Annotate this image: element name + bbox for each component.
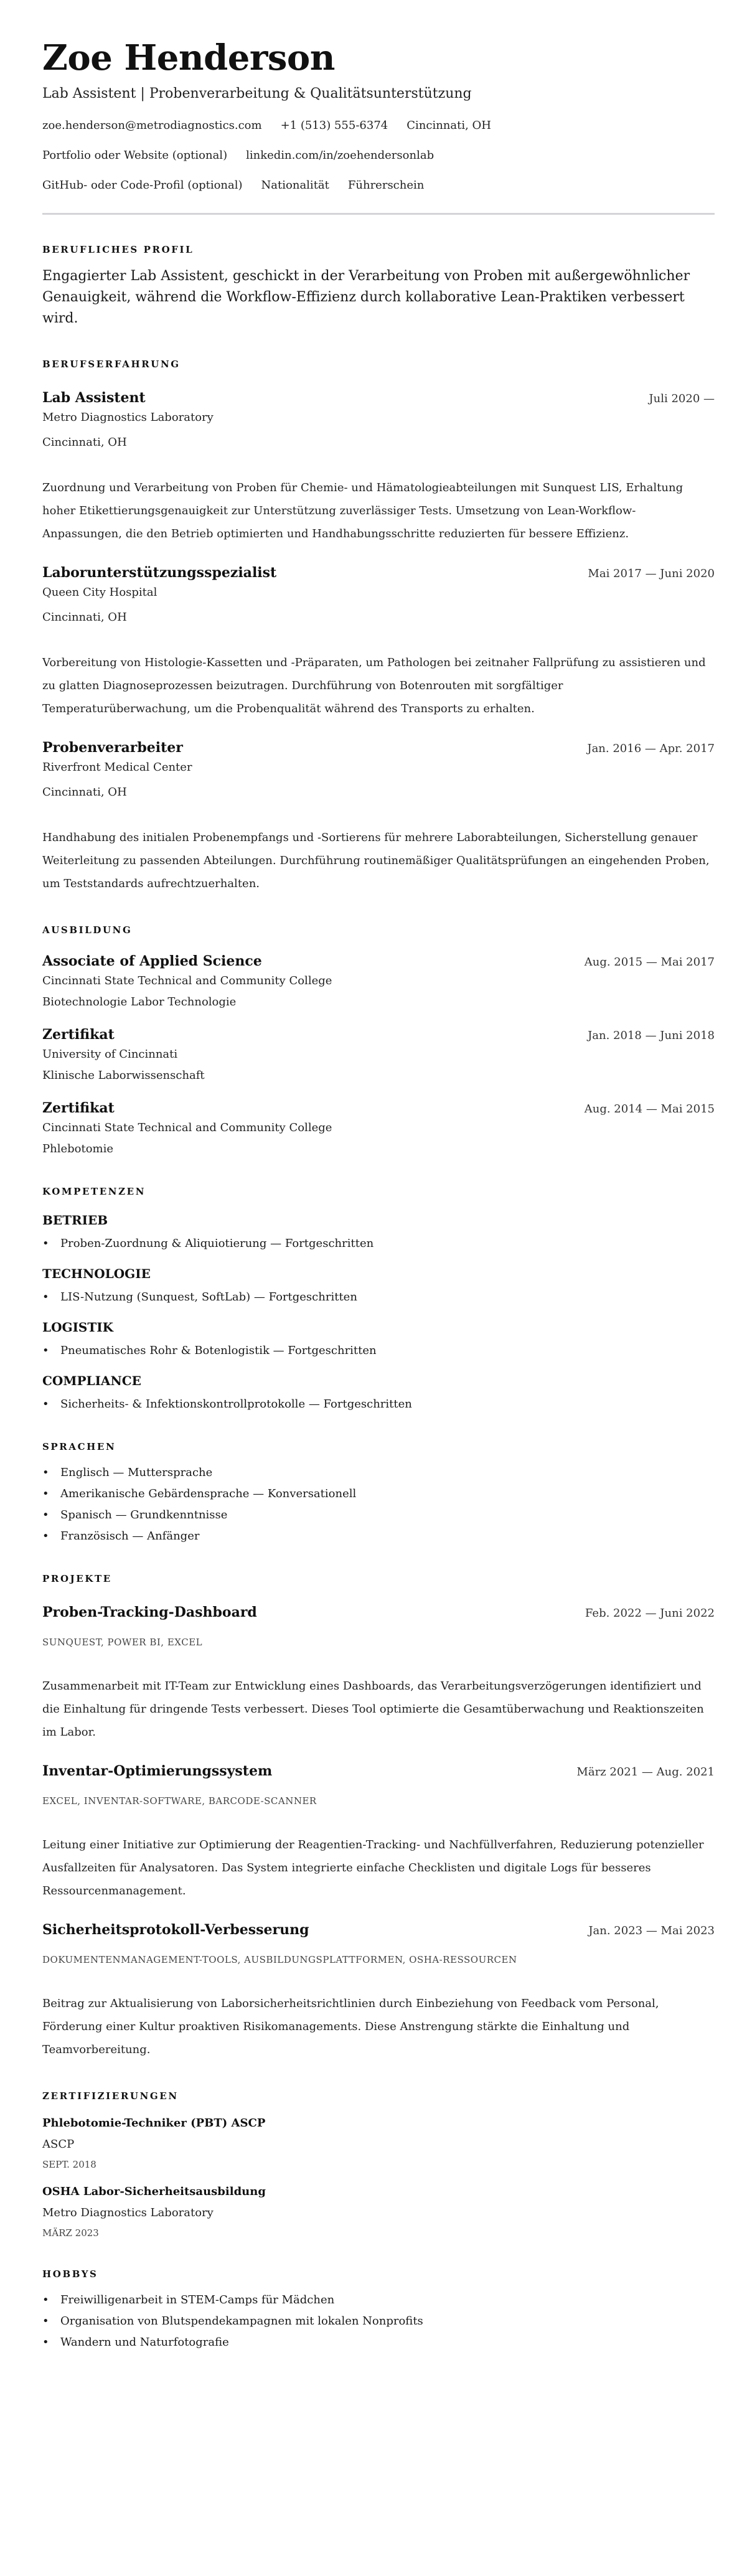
skill-list bbox=[42, 1290, 715, 1305]
skill-category: COMPLIANCE bbox=[42, 1373, 141, 1388]
skill-list bbox=[42, 1397, 715, 1412]
skill-category: TECHNOLOGIE bbox=[42, 1266, 151, 1281]
job-title: Lab Assistent bbox=[42, 390, 146, 406]
experience-entry bbox=[42, 389, 715, 545]
contact-email[interactable]: zoe.henderson@metrodiagnostics.com bbox=[42, 119, 262, 132]
skill-item: • Proben-Zuordnung & Aliquiotierung — Fortgeschritten bbox=[60, 1236, 715, 1251]
section-profile bbox=[42, 243, 715, 329]
hobby-item: • Freiwilligenarbeit in STEM-Camps für Mädchen bbox=[60, 2293, 715, 2308]
skill-item: • Pneumatisches Rohr & Botenlogistik — Fortgeschritten bbox=[60, 1343, 715, 1358]
project-date: März 2021 — Aug. 2021 bbox=[576, 1765, 715, 1779]
language-item: • Spanisch — Grundkenntnisse bbox=[60, 1508, 715, 1523]
language-item: • Amerikanische Gebärdensprache — Konversationell bbox=[60, 1487, 715, 1502]
project-entry bbox=[42, 1921, 715, 2061]
profile-summary: Engagierter Lab Assistent, geschickt in der Verarbeitung von Proben mit außergewöhnlicher Genauigkeit, während die Workflow-Effizienz durch kollaborative Lean-Praktiken verbessert wird. bbox=[42, 268, 690, 326]
skill-list bbox=[42, 1236, 715, 1251]
school-name: University of Cincinnati bbox=[42, 1048, 178, 1061]
contact-row-3 bbox=[42, 178, 715, 193]
section-label-certifications: ZERTIFIZIERUNGEN bbox=[42, 2090, 179, 2102]
degree-date: Aug. 2015 — Mai 2017 bbox=[584, 956, 715, 969]
language-list bbox=[42, 1465, 715, 1544]
cert-issuer: ASCP bbox=[42, 2138, 75, 2151]
job-location: Cincinnati, OH bbox=[42, 611, 127, 624]
hobby-item: • Wandern und Naturfotografie bbox=[60, 2335, 715, 2350]
section-certifications bbox=[42, 2090, 715, 2239]
project-date: Jan. 2023 — Mai 2023 bbox=[588, 1924, 715, 1937]
contact-linkedin[interactable]: linkedin.com/in/zoehendersonlab bbox=[246, 149, 435, 162]
degree-title: Zertifikat bbox=[42, 1100, 115, 1116]
job-company: Queen City Hospital bbox=[42, 586, 157, 599]
cert-issuer: Metro Diagnostics Laboratory bbox=[42, 2206, 214, 2219]
job-location: Cincinnati, OH bbox=[42, 786, 127, 799]
section-label-skills: KOMPETENZEN bbox=[42, 1186, 146, 1197]
project-description: Leitung einer Initiative zur Optimierung der Reagentien-Tracking- und Nachfüllverfahren, Reduzierung potenzieller Ausfallzeiten für Analysatoren. Das System integrierte einfache Checklisten und digitale Logs für besseres Ressourcenmanagement. bbox=[42, 1838, 704, 1897]
section-experience bbox=[42, 358, 715, 895]
section-label-projects: PROJEKTE bbox=[42, 1573, 112, 1584]
section-label-languages: SPRACHEN bbox=[42, 1441, 116, 1452]
job-date: Juli 2020 — bbox=[649, 392, 715, 405]
job-location: Cincinnati, OH bbox=[42, 436, 127, 449]
cert-title: OSHA Labor-Sicherheitsausbildung bbox=[42, 2185, 266, 2198]
project-entry bbox=[42, 1762, 715, 1902]
language-item: • Englisch — Muttersprache bbox=[60, 1465, 715, 1480]
cert-date: SEPT. 2018 bbox=[42, 2159, 96, 2170]
job-title: Laborunterstützungsspezialist bbox=[42, 565, 277, 581]
project-description: Zusammenarbeit mit IT-Team zur Entwicklung eines Dashboards, das Verarbeitungsverzögerungen identifiziert und die Einhaltung für dringende Tests verbessert. Dieses Tool optimierte die Gesamtüberwachung und Reaktionszeiten im Labor. bbox=[42, 1680, 704, 1739]
job-company: Riverfront Medical Center bbox=[42, 761, 192, 774]
degree-title: Zertifikat bbox=[42, 1027, 115, 1043]
experience-entry bbox=[42, 564, 715, 720]
contact-portfolio[interactable]: Portfolio oder Website (optional) bbox=[42, 149, 228, 162]
contact-row-2 bbox=[42, 148, 715, 163]
job-description: Handhabung des initialen Probenempfangs und -Sortierens für mehrere Laborabteilungen, Sicherstellung genauer Weiterleitung zu passenden Abteilungen. Durchführung routinemäßiger Qualitätsprüfungen an eingehenden Proben, um Teststandards aufrechtzuerhalten. bbox=[42, 831, 710, 890]
job-date: Jan. 2016 — Apr. 2017 bbox=[587, 742, 715, 755]
degree-title: Associate of Applied Science bbox=[42, 953, 262, 969]
field-of-study: Biotechnologie Labor Technologie bbox=[42, 995, 237, 1008]
project-title: Sicherheitsprotokoll-Verbesserung bbox=[42, 1922, 309, 1938]
contact-location: Cincinnati, OH bbox=[406, 119, 491, 132]
education-entry bbox=[42, 952, 715, 1010]
certification-entry bbox=[42, 2184, 715, 2239]
hobby-list bbox=[42, 2293, 715, 2350]
section-projects bbox=[42, 1572, 715, 2061]
skill-category: BETRIEB bbox=[42, 1213, 108, 1228]
field-of-study: Klinische Laborwissenschaft bbox=[42, 1069, 205, 1082]
job-description: Vorbereitung von Histologie-Kassetten und -Präparaten, um Pathologen bei zeitnaher Fallprüfung zu assistieren und zu glatten Diagnoseprozessen beizutragen. Durchführung von Botenrouten mit sorgfältiger Temperaturüberwachung, um die Probenqualität während des Transports zu erhalten. bbox=[42, 656, 706, 715]
header-divider bbox=[42, 213, 715, 215]
candidate-headline: Lab Assistent | Probenverarbeitung & Qualitätsunterstützung bbox=[42, 86, 472, 101]
degree-date: Jan. 2018 — Juni 2018 bbox=[588, 1029, 715, 1042]
section-label-profile: BERUFLICHES PROFIL bbox=[42, 244, 194, 255]
cert-title: Phlebotomie-Techniker (PBT) ASCP bbox=[42, 2117, 266, 2130]
section-label-hobbies: HOBBYS bbox=[42, 2268, 98, 2280]
school-name: Cincinnati State Technical and Community College bbox=[42, 1121, 332, 1134]
section-languages bbox=[42, 1441, 715, 1544]
skill-item: • LIS-Nutzung (Sunquest, SoftLab) — Fortgeschritten bbox=[60, 1290, 715, 1305]
education-entry bbox=[42, 1026, 715, 1083]
project-description: Beitrag zur Aktualisierung von Laborsicherheitsrichtlinien durch Einbeziehung von Feedback vom Personal, Förderung einer Kultur proaktiven Risikomanagements. Diese Anstrengung stärkte die Einhaltung und Teamvorbereitung. bbox=[42, 1997, 659, 2056]
skill-list bbox=[42, 1343, 715, 1358]
contact-nationality: Nationalität bbox=[261, 179, 329, 192]
resume-header bbox=[42, 36, 715, 193]
section-label-education: AUSBILDUNG bbox=[42, 924, 133, 936]
school-name: Cincinnati State Technical and Community College bbox=[42, 974, 332, 987]
project-tech: DOKUMENTENMANAGEMENT-TOOLS, AUSBILDUNGSPLATTFORMEN, OSHA-RESSOURCEN bbox=[42, 1954, 517, 1965]
job-company: Metro Diagnostics Laboratory bbox=[42, 411, 214, 424]
cert-date: MÄRZ 2023 bbox=[42, 2227, 99, 2239]
project-title: Proben-Tracking-Dashboard bbox=[42, 1604, 257, 1620]
field-of-study: Phlebotomie bbox=[42, 1142, 114, 1155]
project-tech: SUNQUEST, POWER BI, EXCEL bbox=[42, 1637, 203, 1648]
contact-row-1 bbox=[42, 118, 715, 133]
section-label-experience: BERUFSERFAHRUNG bbox=[42, 359, 181, 370]
certification-entry bbox=[42, 2116, 715, 2171]
contact-phone[interactable]: +1 (513) 555-6374 bbox=[280, 119, 388, 132]
job-title: Probenverarbeiter bbox=[42, 740, 183, 756]
contact-github[interactable]: GitHub- oder Code-Profil (optional) bbox=[42, 179, 243, 192]
language-item: • Französisch — Anfänger bbox=[60, 1529, 715, 1544]
section-education bbox=[42, 924, 715, 1157]
project-entry bbox=[42, 1604, 715, 1744]
experience-entry bbox=[42, 739, 715, 895]
section-hobbies bbox=[42, 2268, 715, 2350]
degree-date: Aug. 2014 — Mai 2015 bbox=[584, 1102, 715, 1116]
project-date: Feb. 2022 — Juni 2022 bbox=[585, 1607, 715, 1620]
candidate-name: Zoe Henderson bbox=[42, 37, 335, 78]
contact-drivers-license: Führerschein bbox=[347, 179, 425, 192]
education-entry bbox=[42, 1099, 715, 1157]
project-title: Inventar-Optimierungssystem bbox=[42, 1763, 273, 1779]
hobby-item: • Organisation von Blutspendekampagnen mit lokalen Nonprofits bbox=[60, 2314, 715, 2329]
job-date: Mai 2017 — Juni 2020 bbox=[588, 567, 715, 580]
job-description: Zuordnung und Verarbeitung von Proben für Chemie- und Hämatologieabteilungen mit Sunquest LIS, Erhaltung hoher Etikettierungsgenauigkeit zur Unterstützung zuverlässiger Tests. Umsetzung von Lean-Workflow-Anpassungen, die den Betrieb optimierten und Handhabungsschritte reduzierten für bessere Effizienz. bbox=[42, 481, 684, 540]
skill-category: LOGISTIK bbox=[42, 1320, 113, 1335]
project-tech: EXCEL, INVENTAR-SOFTWARE, BARCODE-SCANNER bbox=[42, 1795, 317, 1807]
section-skills bbox=[42, 1185, 715, 1412]
skill-item: • Sicherheits- & Infektionskontrollprotokolle — Fortgeschritten bbox=[60, 1397, 715, 1412]
